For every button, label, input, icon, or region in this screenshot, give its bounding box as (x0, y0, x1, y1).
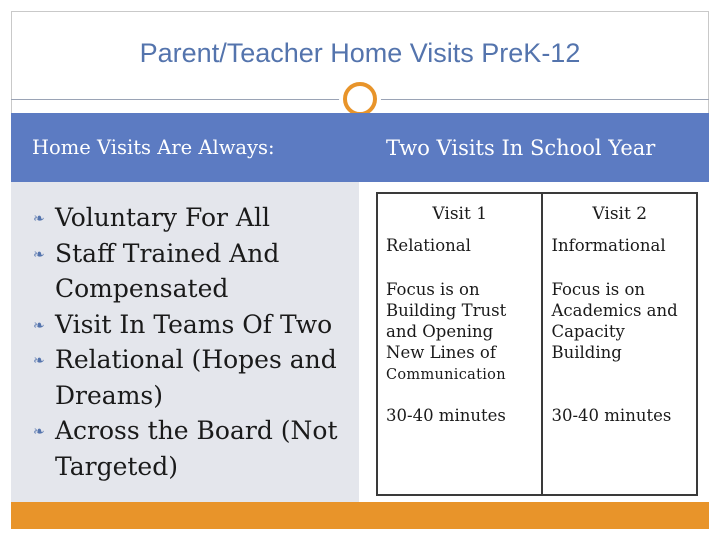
table-header-row (377, 193, 697, 235)
column-header-visit-1: Visit 1 (377, 193, 542, 235)
bullet-list (33, 200, 351, 484)
bullet-item: ❧ Voluntary For All (33, 200, 351, 236)
bullet-item: ❧ Staff Trained And Compensated (33, 238, 280, 303)
table-cell (377, 279, 542, 405)
column-header-visit-2: Visit 2 (542, 193, 697, 235)
ornament-bullet-icon: ❧ (33, 211, 45, 227)
title-divider-left (11, 99, 341, 100)
left-heading: Home Visits Are Always: (32, 136, 275, 159)
ornament-bullet-icon: ❧ (33, 424, 45, 440)
ornament-bullet-icon: ❧ (33, 246, 45, 263)
cell-text: Focus is on Building Trust and Opening New Lines of (386, 280, 507, 362)
table-cell: Focus is on Academics and Capacity Building (542, 279, 697, 405)
footer-band (11, 502, 709, 529)
right-heading: Two Visits In School Year (386, 136, 656, 160)
table-row (377, 279, 697, 405)
table-row (377, 405, 697, 495)
visits-table (376, 192, 698, 496)
bullet-item: ❧ Across the Board (Not Targeted) (33, 416, 338, 481)
table-cell: 30-40 minutes (542, 405, 697, 495)
ornament-bullet-icon: ❧ (33, 317, 45, 334)
ornament-bullet-icon: ❧ (33, 353, 45, 369)
slide-title: Parent/Teacher Home Visits PreK-12 (139, 38, 581, 68)
title-divider-right (380, 99, 709, 100)
table-cell: 30-40 minutes (377, 405, 542, 495)
table-cell: Relational (377, 235, 542, 279)
bullet-item: ❧ Relational (Hopes and Dreams) (33, 345, 337, 410)
table-row (377, 235, 697, 279)
table-cell: Informational (542, 235, 697, 279)
cell-text-communication: Communication (386, 367, 506, 383)
bullet-item: ❧ Visit In Teams Of Two (33, 307, 351, 343)
